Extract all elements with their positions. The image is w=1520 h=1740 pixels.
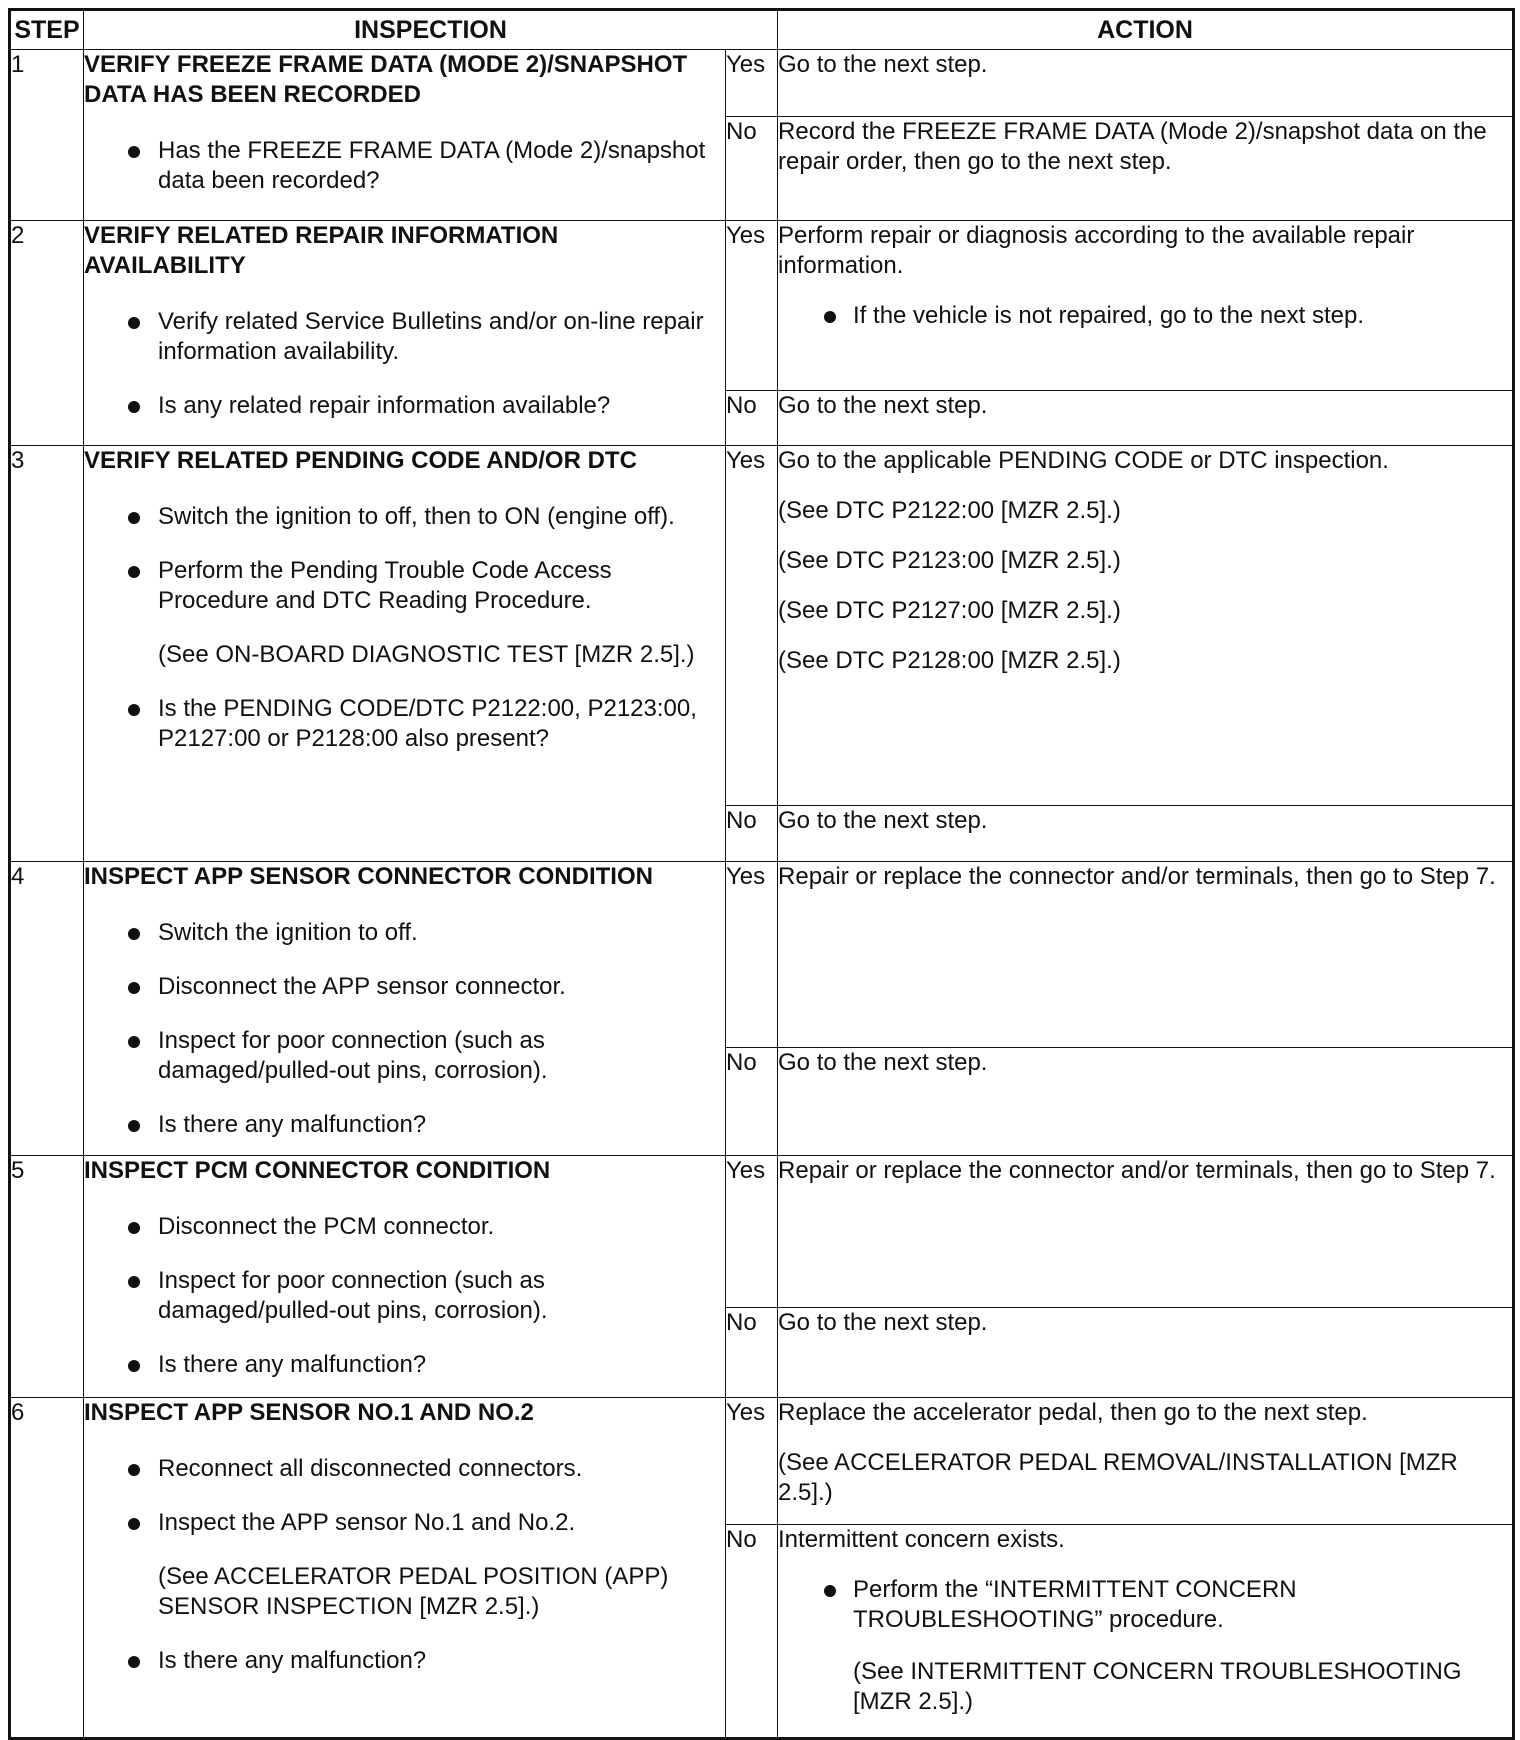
inspection-bullet: Disconnect the PCM connector. xyxy=(84,1212,725,1242)
yes-action: Perform repair or diagnosis according to the available repair information. If the vehicle is not repaired, go to the next step. xyxy=(778,221,1514,391)
yes-action: Go to the applicable PENDING CODE or DTC inspection. (See DTC P2122:00 [MZR 2.5].) (See DTC P2123:00 [MZR 2.5].) (See DTC P2127:00 [MZR 2.5].) (See DTC P2128:00 [MZR 2.5].) xyxy=(778,446,1514,806)
yes-label: Yes xyxy=(726,1398,778,1525)
step-3-yes-row xyxy=(10,446,1514,806)
no-label: No xyxy=(726,1525,778,1739)
bullet-icon xyxy=(128,566,140,578)
yes-action: Replace the accelerator pedal, then go to the next step. (See ACCELERATOR PEDAL REMOVAL/INSTALLATION [MZR 2.5].) xyxy=(778,1398,1514,1525)
step-number: 1 xyxy=(10,50,84,221)
bullet-icon xyxy=(128,928,140,940)
step-1-inspection xyxy=(84,50,726,221)
bullet-icon xyxy=(128,704,140,716)
no-action: Go to the next step. xyxy=(778,806,1514,862)
no-label: No xyxy=(726,116,778,220)
step-3-inspection xyxy=(84,446,726,862)
step-number: 2 xyxy=(10,221,84,446)
no-label: No xyxy=(726,1308,778,1398)
yes-label: Yes xyxy=(726,1156,778,1308)
no-action: Go to the next step. xyxy=(778,1308,1514,1398)
no-label: No xyxy=(726,806,778,862)
inspection-bullet: Has the FREEZE FRAME DATA (Mode 2)/snapshot data been recorded? xyxy=(84,136,725,196)
dtc-reference: (See DTC P2123:00 [MZR 2.5].) xyxy=(778,547,1121,574)
bullet-icon xyxy=(824,311,836,323)
action-bullet: Perform the “INTERMITTENT CONCERN TROUBLESHOOTING” procedure. xyxy=(778,1575,1512,1635)
bullet-icon xyxy=(824,1585,836,1597)
inspection-bullet: Is there any malfunction? xyxy=(84,1350,725,1380)
yes-action: Repair or replace the connector and/or terminals, then go to Step 7. xyxy=(778,1156,1514,1308)
step-4-inspection xyxy=(84,862,726,1156)
step-number: 6 xyxy=(10,1398,84,1739)
step-title: VERIFY RELATED PENDING CODE AND/OR DTC xyxy=(84,447,637,474)
inspection-reference: (See ACCELERATOR PEDAL POSITION (APP) SENSOR INSPECTION [MZR 2.5].) xyxy=(158,1563,669,1620)
inspection-bullet: Is there any malfunction? xyxy=(84,1110,725,1140)
step-title: VERIFY RELATED REPAIR INFORMATION AVAILABILITY xyxy=(84,222,559,279)
bullet-icon xyxy=(128,1120,140,1132)
inspection-reference: (See ON-BOARD DIAGNOSTIC TEST [MZR 2.5].) xyxy=(158,641,695,668)
bullet-icon xyxy=(128,146,140,158)
step-5-inspection xyxy=(84,1156,726,1398)
no-action: Go to the next step. xyxy=(778,1048,1514,1156)
yes-label: Yes xyxy=(726,50,778,117)
inspection-bullet: Is the PENDING CODE/DTC P2122:00, P2123:00, P2127:00 or P2128:00 also present? xyxy=(84,694,725,754)
procedure-reference: (See ACCELERATOR PEDAL REMOVAL/INSTALLATION [MZR 2.5].) xyxy=(778,1449,1458,1506)
inspection-bullet: Inspect the APP sensor No.1 and No.2. xyxy=(84,1508,725,1538)
step-title: VERIFY FREEZE FRAME DATA (MODE 2)/SNAPSHOT DATA HAS BEEN RECORDED xyxy=(84,51,688,108)
inspection-bullet: Inspect for poor connection (such as damaged/pulled-out pins, corrosion). xyxy=(84,1026,725,1086)
bullet-icon xyxy=(128,1222,140,1234)
inspection-bullet: Perform the Pending Trouble Code Access Procedure and DTC Reading Procedure. xyxy=(84,556,725,616)
header-row xyxy=(10,10,1514,50)
no-action: Intermittent concern exists. Perform the “INTERMITTENT CONCERN TROUBLESHOOTING” procedure. (See INTERMITTENT CONCERN TROUBLESHOOTING [MZR 2.5].) xyxy=(778,1525,1514,1739)
bullet-icon xyxy=(128,1036,140,1048)
inspection-bullet: Inspect for poor connection (such as damaged/pulled-out pins, corrosion). xyxy=(84,1266,725,1326)
header-step: STEP xyxy=(10,10,84,50)
diagnostic-procedure-table xyxy=(8,8,1515,1740)
bullet-icon xyxy=(128,512,140,524)
bullet-icon xyxy=(128,982,140,994)
inspection-bullet: Disconnect the APP sensor connector. xyxy=(84,972,725,1002)
action-bullet: If the vehicle is not repaired, go to the next step. xyxy=(778,301,1512,331)
step-2-yes-row xyxy=(10,221,1514,391)
step-6-inspection xyxy=(84,1398,726,1739)
inspection-bullet: Switch the ignition to off, then to ON (engine off). xyxy=(84,502,725,532)
yes-action: Go to the next step. xyxy=(778,50,1514,117)
step-1-yes-row xyxy=(10,50,1514,117)
step-4-yes-row xyxy=(10,862,1514,1048)
header-action: ACTION xyxy=(778,10,1514,50)
dtc-reference: (See DTC P2127:00 [MZR 2.5].) xyxy=(778,597,1121,624)
no-action: Record the FREEZE FRAME DATA (Mode 2)/snapshot data on the repair order, then go to the next step. xyxy=(778,116,1514,220)
step-title: INSPECT PCM CONNECTOR CONDITION xyxy=(84,1157,551,1184)
bullet-icon xyxy=(128,1464,140,1476)
step-title: INSPECT APP SENSOR NO.1 AND NO.2 xyxy=(84,1399,534,1426)
bullet-icon xyxy=(128,1656,140,1668)
yes-label: Yes xyxy=(726,862,778,1048)
inspection-bullet: Is there any malfunction? xyxy=(84,1646,725,1676)
step-number: 4 xyxy=(10,862,84,1156)
dtc-reference: (See DTC P2122:00 [MZR 2.5].) xyxy=(778,497,1121,524)
inspection-bullet: Verify related Service Bulletins and/or on-line repair information availability. xyxy=(84,307,725,367)
bullet-icon xyxy=(128,1276,140,1288)
header-inspection: INSPECTION xyxy=(84,10,778,50)
step-2-inspection xyxy=(84,221,726,446)
step-number: 5 xyxy=(10,1156,84,1398)
step-number: 3 xyxy=(10,446,84,862)
yes-label: Yes xyxy=(726,221,778,391)
no-label: No xyxy=(726,390,778,445)
bullet-icon xyxy=(128,317,140,329)
bullet-icon xyxy=(128,401,140,413)
step-5-yes-row xyxy=(10,1156,1514,1308)
inspection-bullet: Reconnect all disconnected connectors. xyxy=(84,1454,725,1484)
yes-action: Repair or replace the connector and/or terminals, then go to Step 7. xyxy=(778,862,1514,1048)
inspection-bullet: Switch the ignition to off. xyxy=(84,918,725,948)
step-6-yes-row xyxy=(10,1398,1514,1525)
yes-label: Yes xyxy=(726,446,778,806)
bullet-icon xyxy=(128,1518,140,1530)
procedure-reference: (See INTERMITTENT CONCERN TROUBLESHOOTING [MZR 2.5].) xyxy=(853,1658,1462,1715)
no-label: No xyxy=(726,1048,778,1156)
bullet-icon xyxy=(128,1360,140,1372)
no-action: Go to the next step. xyxy=(778,390,1514,445)
inspection-bullet: Is any related repair information available? xyxy=(84,391,725,421)
step-title: INSPECT APP SENSOR CONNECTOR CONDITION xyxy=(84,863,653,890)
dtc-reference: (See DTC P2128:00 [MZR 2.5].) xyxy=(778,647,1121,674)
